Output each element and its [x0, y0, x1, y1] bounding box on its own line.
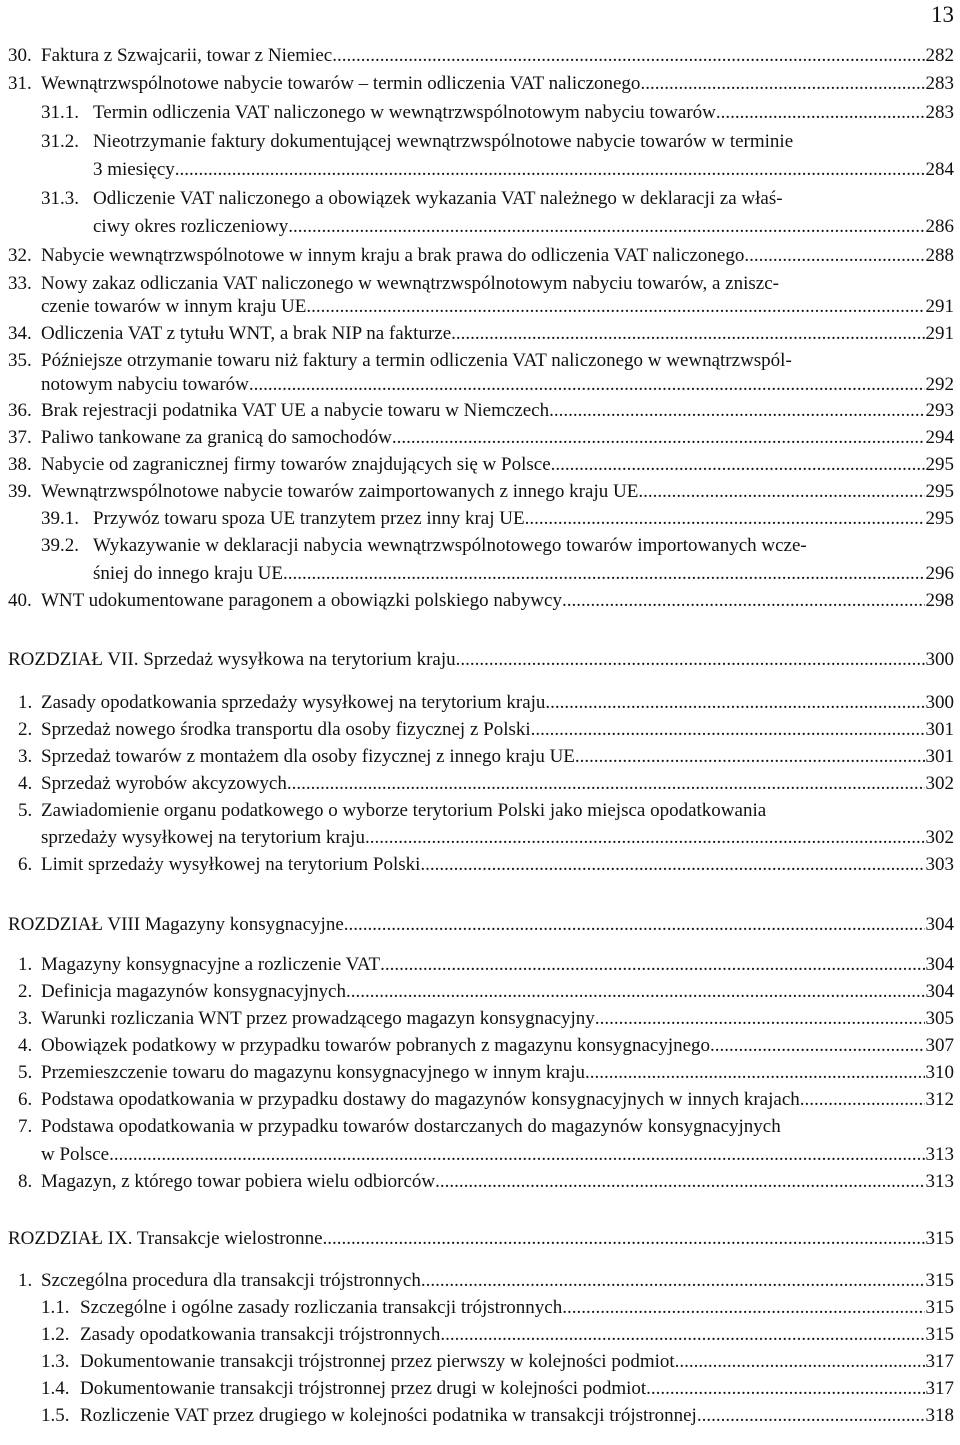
- toc-entry-page: 293: [925, 400, 954, 421]
- toc-entry-number: 8.: [18, 1171, 33, 1192]
- toc-entry-title: ROZDZIAŁ VII. Sprzedaż wysyłkowa na terytorium kraju: [8, 649, 456, 670]
- toc-entry-number: 3.: [18, 746, 33, 767]
- toc-entry[interactable]: [0, 1295, 960, 1321]
- toc-leader-dots: [365, 825, 925, 851]
- toc-entry-title: Magazyn, z którego towar pobiera wielu odbiorców: [41, 1171, 436, 1192]
- toc-entry[interactable]: [0, 1087, 960, 1113]
- toc-leader-dots: [562, 1295, 924, 1321]
- toc-entry-number: 31.: [8, 73, 32, 94]
- toc-leader-dots: [551, 452, 925, 478]
- toc-entry-title: Definicja magazynów konsygnacyjnych: [41, 981, 346, 1002]
- toc-entry-title: Zasady opodatkowania transakcji trójstronnych: [80, 1324, 441, 1345]
- toc-entry[interactable]: [0, 647, 960, 673]
- toc-entry-page: 313: [925, 1144, 954, 1165]
- toc-leader-dots: [440, 1322, 924, 1348]
- toc-entry-title: Paliwo tankowane za granicą do samochodów: [41, 427, 392, 448]
- toc-entry-page: 318: [925, 1405, 954, 1426]
- toc-entry-title: śniej do innego kraju UE: [93, 563, 283, 584]
- toc-entry-title: Nowy zakaz odliczania VAT naliczonego w wewnątrzwspólnotowym nabyciu towarów, a zniszc-: [41, 273, 779, 294]
- toc-entry-title: sprzedaży wysyłkowej na terytorium kraju: [41, 827, 365, 848]
- toc-entry-title: Obowiązek podatkowy w przypadku towarów pobranych z magazynu konsygnacyjnego: [41, 1035, 711, 1056]
- toc-entry[interactable]: [0, 321, 960, 347]
- toc-entry-title: Późniejsze otrzymanie towaru niż faktury a termin odliczenia VAT naliczonego w wewnątrzwspól-: [41, 350, 792, 371]
- toc-leader-dots: [346, 979, 925, 1005]
- toc-entry-number: 34.: [8, 323, 32, 344]
- toc-entry-number: 5.: [18, 1062, 33, 1083]
- toc-entry-number: 2.: [18, 719, 33, 740]
- toc-leader-dots: [421, 1268, 925, 1294]
- toc-leader-dots: [249, 372, 925, 398]
- toc-entry[interactable]: [0, 372, 960, 398]
- toc-entry[interactable]: [0, 1376, 960, 1402]
- toc-entry-number: 4.: [18, 773, 33, 794]
- toc-leader-dots: [585, 1060, 925, 1086]
- toc-entry[interactable]: [0, 1169, 960, 1195]
- toc-entry-title: Wykazywanie w deklaracji nabycia wewnątrzwspólnotowego towarów importowanych wcze-: [93, 535, 807, 556]
- toc-entry-title: Odliczenia VAT z tytułu WNT, a brak NIP na fakturze: [41, 323, 452, 344]
- toc-leader-dots: [640, 71, 924, 97]
- toc-entry-title: Limit sprzedaży wysyłkowej na terytorium Polski: [41, 854, 421, 875]
- toc-entry-number: 36.: [8, 400, 32, 421]
- toc-entry-title: Sprzedaż nowego środka transportu dla osoby fizycznej z Polski: [41, 719, 531, 740]
- toc-entry-number: 39.1.: [41, 508, 79, 529]
- toc-entry-number: 40.: [8, 590, 32, 611]
- toc-entry[interactable]: [0, 214, 960, 240]
- toc-leader-dots: [451, 321, 924, 347]
- toc-entry-page: 298: [925, 590, 954, 611]
- toc-leader-dots: [175, 157, 925, 183]
- toc-entry[interactable]: [0, 1114, 960, 1140]
- toc-entry-number: 31.2.: [41, 131, 79, 152]
- toc-entry[interactable]: [0, 979, 960, 1005]
- toc-entry-number: 37.: [8, 427, 32, 448]
- toc-entry-page: 312: [925, 1089, 954, 1110]
- toc-entry-title: Podstawa opodatkowania w przypadku towarów dostarczanych do magazynów konsygnacyjnych: [41, 1116, 781, 1137]
- toc-leader-dots: [545, 690, 924, 716]
- toc-entry[interactable]: [0, 348, 960, 374]
- toc-entry-number: 6.: [18, 1089, 33, 1110]
- toc-entry-page: 304: [925, 914, 954, 935]
- toc-entry-number: 31.1.: [41, 102, 79, 123]
- toc-entry[interactable]: [0, 690, 960, 716]
- toc-entry-page: 283: [925, 102, 954, 123]
- toc-entry-number: 38.: [8, 454, 32, 475]
- toc-entry-title: Podstawa opodatkowania w przypadku dostawy do magazynów konsygnacyjnych w innych krajach: [41, 1089, 800, 1110]
- toc-entry-title: Wewnątrzwspólnotowe nabycie towarów – termin odliczenia VAT naliczonego: [41, 73, 641, 94]
- toc-entry[interactable]: [0, 1142, 960, 1168]
- toc-entry[interactable]: [0, 43, 960, 69]
- toc-entry-title: Dokumentowanie transakcji trójstronnej przez pierwszy w kolejności podmiot: [80, 1351, 675, 1372]
- toc-entry-number: 5.: [18, 800, 33, 821]
- toc-leader-dots: [344, 912, 925, 938]
- toc-entry-page: 300: [925, 692, 954, 713]
- toc-entry-number: 1.: [18, 692, 33, 713]
- toc-entry-page: 313: [925, 1171, 954, 1192]
- toc-entry-page: 300: [925, 649, 954, 670]
- toc-entry[interactable]: [0, 157, 960, 183]
- toc-entry[interactable]: [0, 1226, 960, 1252]
- toc-entry-page: 294: [925, 427, 954, 448]
- toc-entry-number: 1.: [18, 954, 33, 975]
- toc-entry-page: 304: [925, 954, 954, 975]
- toc-entry[interactable]: [0, 1322, 960, 1348]
- toc-entry[interactable]: [0, 243, 960, 269]
- toc-leader-dots: [531, 717, 925, 743]
- toc-entry[interactable]: [0, 952, 960, 978]
- toc-entry-page: 303: [925, 854, 954, 875]
- toc-entry[interactable]: [0, 398, 960, 424]
- toc-leader-dots: [288, 214, 924, 240]
- toc-entry-number: 3.: [18, 1008, 33, 1029]
- toc-entry-page: 302: [925, 773, 954, 794]
- toc-entry-number: 1.2.: [41, 1324, 70, 1345]
- toc-entry-title: WNT udokumentowane paragonem a obowiązki polskiego nabywcy: [41, 590, 562, 611]
- toc-entry-title: ciwy okres rozliczeniowy: [93, 216, 289, 237]
- toc-entry-title: Nieotrzymanie faktury dokumentującej wewnątrzwspólnotowe nabycie towarów w terminie: [93, 131, 794, 152]
- toc-leader-dots: [456, 647, 925, 673]
- toc-entry-title: czenie towarów w innym kraju UE: [41, 296, 307, 317]
- toc-entry-page: 307: [925, 1035, 954, 1056]
- toc-leader-dots: [549, 398, 924, 424]
- toc-entry[interactable]: [0, 71, 960, 97]
- toc-entry[interactable]: [0, 506, 960, 532]
- toc-entry-page: 301: [925, 746, 954, 767]
- toc-entry[interactable]: [0, 717, 960, 743]
- toc-entry-title: Nabycie wewnątrzwspólnotowe w innym kraju a brak prawa do odliczenia VAT naliczonego: [41, 245, 745, 266]
- toc-entry-page: 317: [925, 1378, 954, 1399]
- toc-leader-dots: [287, 771, 925, 797]
- toc-leader-dots: [283, 561, 925, 587]
- toc-entry-page: 301: [925, 719, 954, 740]
- toc-entry-page: 305: [925, 1008, 954, 1029]
- toc-entry-title: Odliczenie VAT naliczonego a obowiązek wykazania VAT należnego w deklaracji za właś-: [93, 188, 783, 209]
- toc-entry-number: 6.: [18, 854, 33, 875]
- toc-leader-dots: [525, 506, 925, 532]
- toc-entry-title: Wewnątrzwspólnotowe nabycie towarów zaimportowanych z innego kraju UE: [41, 481, 639, 502]
- toc-entry-title: 3 miesięcy: [93, 159, 175, 180]
- toc-entry-number: 32.: [8, 245, 32, 266]
- toc-entry-number: 7.: [18, 1116, 33, 1137]
- toc-entry-number: 30.: [8, 45, 32, 66]
- toc-leader-dots: [562, 588, 925, 614]
- toc-entry-page: 291: [925, 323, 954, 344]
- toc-entry-page: 283: [925, 73, 954, 94]
- toc-entry-number: 35.: [8, 350, 32, 371]
- toc-entry-title: Nabycie od zagranicznej firmy towarów znajdujących się w Polsce: [41, 454, 551, 475]
- toc-entry-page: 291: [925, 296, 954, 317]
- toc-entry-number: 39.2.: [41, 535, 79, 556]
- toc-entry-page: 315: [925, 1270, 954, 1291]
- toc-entry-title: Sprzedaż wyrobów akcyzowych: [41, 773, 287, 794]
- toc-entry[interactable]: [0, 912, 960, 938]
- toc-entry[interactable]: [0, 561, 960, 587]
- page-number: 13: [931, 2, 954, 27]
- toc-entry-title: Przemieszczenie towaru do magazynu konsygnacyjnego w innym kraju: [41, 1062, 585, 1083]
- toc-leader-dots: [575, 744, 925, 770]
- toc-entry-page: 296: [925, 563, 954, 584]
- toc-entry-number: 33.: [8, 273, 32, 294]
- toc-entry-page: 295: [925, 481, 954, 502]
- toc-entry[interactable]: [0, 425, 960, 451]
- toc-entry[interactable]: [0, 1006, 960, 1032]
- toc-entry-page: 286: [925, 216, 954, 237]
- toc-entry-page: 295: [925, 508, 954, 529]
- toc-leader-dots: [710, 1033, 924, 1059]
- toc-entry-title: Zawiadomienie organu podatkowego o wyborze terytorium Polski jako miejsca opodatkowania: [41, 800, 767, 821]
- toc-entry[interactable]: [0, 852, 960, 878]
- toc-entry-page: 282: [925, 45, 954, 66]
- toc-leader-dots: [306, 294, 924, 320]
- toc-leader-dots: [697, 1403, 925, 1429]
- toc-entry[interactable]: [0, 294, 960, 320]
- toc-entry[interactable]: [0, 1403, 960, 1429]
- toc-entry[interactable]: [0, 1268, 960, 1294]
- toc-entry-number: 31.3.: [41, 188, 79, 209]
- toc-entry-title: Zasady opodatkowania sprzedaży wysyłkowej na terytorium kraju: [41, 692, 546, 713]
- toc-leader-dots: [716, 100, 925, 126]
- toc-entry-number: 1.4.: [41, 1378, 70, 1399]
- toc-entry-title: w Polsce: [41, 1144, 110, 1165]
- toc-entry-number: 1.3.: [41, 1351, 70, 1372]
- toc-entry-number: 1.: [18, 1270, 33, 1291]
- toc-entry-title: Sprzedaż towarów z montażem dla osoby fizycznej z innego kraju UE: [41, 746, 575, 767]
- toc-entry[interactable]: [0, 1033, 960, 1059]
- toc-entry-page: 317: [925, 1351, 954, 1372]
- toc-entry[interactable]: [0, 533, 960, 559]
- toc-leader-dots: [332, 43, 924, 69]
- toc-entry[interactable]: [0, 744, 960, 770]
- toc-entry-title: Rozliczenie VAT przez drugiego w kolejności podatnika w transakcji trójstronnej: [80, 1405, 697, 1426]
- toc-entry-title: ROZDZIAŁ VIII Magazyny konsygnacyjne: [8, 914, 344, 935]
- toc-entry[interactable]: [0, 452, 960, 478]
- toc-entry-title: Brak rejestracji podatnika VAT UE a nabycie towaru w Niemczech: [41, 400, 550, 421]
- toc-leader-dots: [380, 952, 924, 978]
- toc-entry-page: 315: [925, 1297, 954, 1318]
- toc-entry[interactable]: [0, 129, 960, 155]
- toc-leader-dots: [646, 1376, 924, 1402]
- toc-entry-page: 284: [925, 159, 954, 180]
- toc-leader-dots: [323, 1226, 925, 1252]
- toc-entry-title: Szczególna procedura dla transakcji trójstronnych: [41, 1270, 421, 1291]
- toc-leader-dots: [392, 425, 925, 451]
- toc-entry-number: 1.1.: [41, 1297, 70, 1318]
- toc-leader-dots: [800, 1087, 925, 1113]
- toc-entry-page: 310: [925, 1062, 954, 1083]
- toc-entry[interactable]: [0, 588, 960, 614]
- toc-entry[interactable]: [0, 771, 960, 797]
- toc-entry-page: 288: [925, 245, 954, 266]
- toc-entry[interactable]: [0, 479, 960, 505]
- toc-entry-page: 304: [925, 981, 954, 1002]
- toc-leader-dots: [109, 1142, 924, 1168]
- toc-leader-dots: [435, 1169, 924, 1195]
- toc-leader-dots: [595, 1006, 925, 1032]
- toc-leader-dots: [638, 479, 924, 505]
- toc-entry-title: Przywóz towaru spoza UE tranzytem przez inny kraj UE: [93, 508, 525, 529]
- toc-entry[interactable]: [0, 1060, 960, 1086]
- toc-entry-title: Faktura z Szwajcarii, towar z Niemiec: [41, 45, 333, 66]
- toc-entry-title: Termin odliczenia VAT naliczonego w wewnątrzwspólnotowym nabyciu towarów: [93, 102, 716, 123]
- toc-entry-title: Magazyny konsygnacyjne a rozliczenie VAT: [41, 954, 381, 975]
- toc-entry-number: 2.: [18, 981, 33, 1002]
- toc-leader-dots: [420, 852, 924, 878]
- toc-entry-title: Dokumentowanie transakcji trójstronnej przez drugi w kolejności podmiot: [80, 1378, 647, 1399]
- toc-leader-dots: [675, 1349, 925, 1375]
- toc-entry[interactable]: [0, 100, 960, 126]
- toc-entry-page: 315: [925, 1324, 954, 1345]
- toc-leader-dots: [744, 243, 924, 269]
- toc-entry-number: 4.: [18, 1035, 33, 1056]
- toc-entry[interactable]: [0, 1349, 960, 1375]
- toc-entry[interactable]: [0, 825, 960, 851]
- toc-entry-page: 295: [925, 454, 954, 475]
- toc-entry-page: 315: [925, 1228, 954, 1249]
- toc-entry-number: 39.: [8, 481, 32, 502]
- toc-entry[interactable]: [0, 798, 960, 824]
- toc-entry-page: 292: [925, 374, 954, 395]
- toc-entry-title: ROZDZIAŁ IX. Transakcje wielostronne: [8, 1228, 323, 1249]
- toc-entry-title: notowym nabyciu towarów: [41, 374, 249, 395]
- toc-entry[interactable]: [0, 186, 960, 212]
- toc-entry-page: 302: [925, 827, 954, 848]
- toc-entry-title: Szczególne i ogólne zasady rozliczania transakcji trójstronnych: [80, 1297, 563, 1318]
- toc-entry-number: 1.5.: [41, 1405, 70, 1426]
- toc-entry-title: Warunki rozliczania WNT przez prowadzącego magazyn konsygnacyjny: [41, 1008, 595, 1029]
